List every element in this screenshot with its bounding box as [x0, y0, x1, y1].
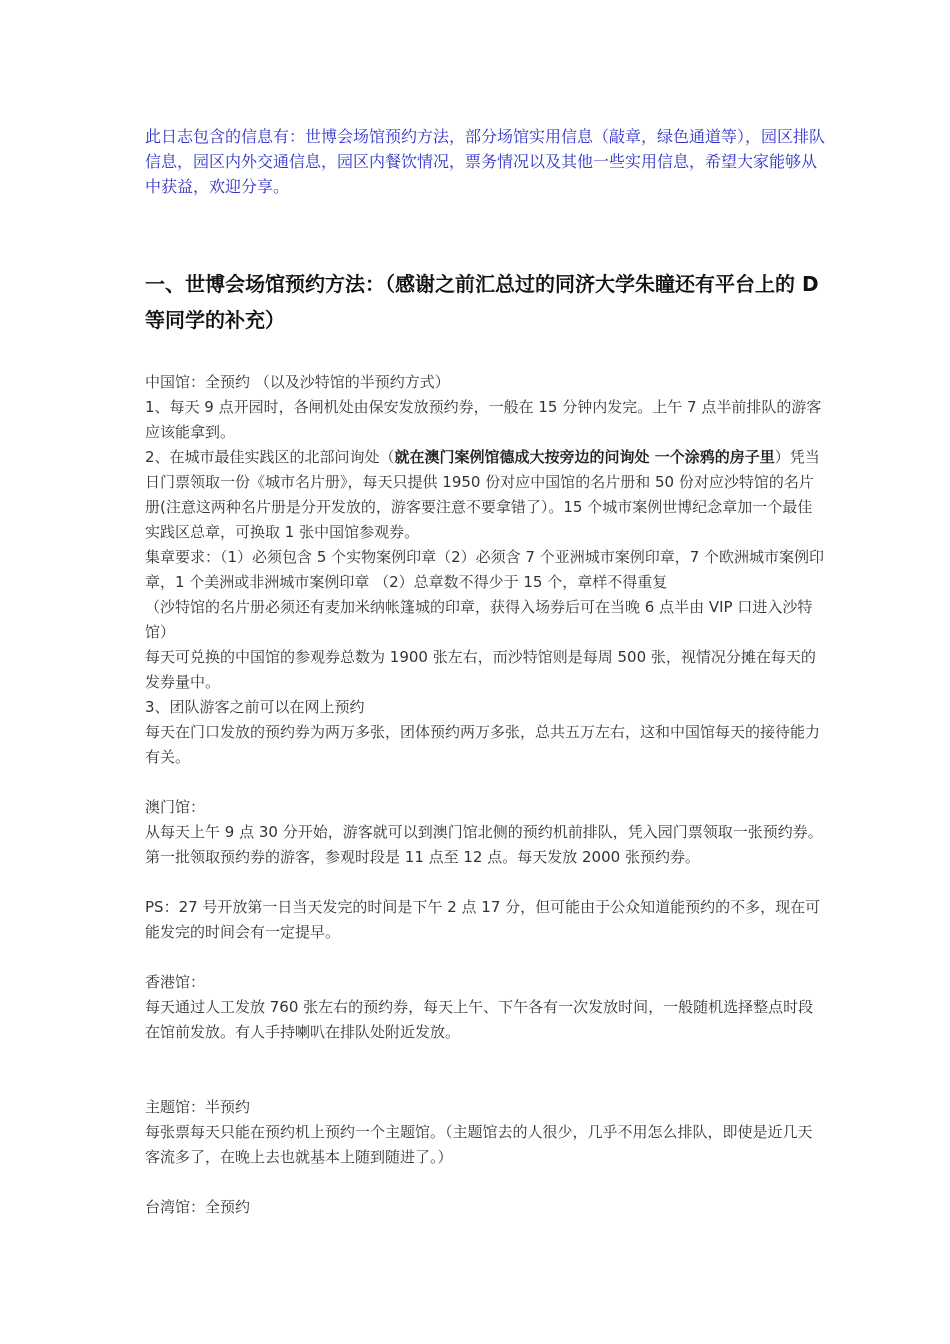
- section-heading: 一、世博会场馆预约方法：（感谢之前汇总过的同济大学朱瞳还有平台上的 D 等同学的补充）: [145, 272, 819, 332]
- spacer: [145, 1045, 825, 1070]
- saudi-note: （沙特馆的名片册必须还有麦加米纳帐篷城的印章，获得入场券后可在当晚 6 点半由 VIP 口进入沙特馆）: [145, 598, 813, 641]
- china-paragraph-6: 3、团队游客之前可以在网上预约: [145, 698, 365, 716]
- china-paragraph-5: 每天可兑换的中国馆的参观券总数为 1900 张左右，而沙特馆则是每周 500 张，视情况分摊在每天的发券量中。: [145, 648, 816, 691]
- taiwan-pavilion-title: 台湾馆：全预约: [145, 1198, 251, 1216]
- spacer: [145, 1070, 825, 1095]
- theme-paragraph: 每张票每天只能在预约机上预约一个主题馆。（主题馆去的人很少，几乎不用怎么排队，即使是近几天客流多了，在晚上去也就基本上随到随进了。）: [145, 1123, 813, 1166]
- china-paragraph-2: [145, 445, 825, 545]
- macau-paragraph: 从每天上午 9 点 30 分开始，游客就可以到澳门馆北侧的预约机前排队，凭入园门票领取一张预约券。第一批领取预约券的游客，参观时段是 11 点至 12 点。每天发放 2000 张预约券。: [145, 823, 823, 866]
- spacer: [145, 1170, 825, 1195]
- theme-pavilion-title: 主题馆：半预约: [145, 1098, 251, 1116]
- china-p2-end: ）凭当日门票领取一份《城市名片册》，每天只提供 1950 份对应中国馆的名片册和 50 份对应沙特馆的名片册(注意这两种名片册是分开发放的，游客要注意不要拿错了）。15 个城市案例世博纪念章加一个最佳实践区总章，可换取 1 张中国馆参观券。: [145, 448, 820, 541]
- hongkong-pavilion-title: 香港馆：: [145, 973, 206, 991]
- spacer: [145, 770, 825, 795]
- intro-paragraph: 此日志包含的信息有：世博会场馆预约方法，部分场馆实用信息（敲章，绿色通道等），园区排队信息，园区内外交通信息，园区内餐饮情况，票务情况以及其他一些实用信息，希望大家能够从中获益，欢迎分享。: [145, 127, 826, 196]
- spacer: [145, 870, 825, 895]
- china-paragraph-7: 每天在门口发放的预约券为两万多张，团体预约两万多张，总共五万左右，这和中国馆每天的接待能力有关。: [145, 723, 821, 766]
- macau-ps: PS：27 号开放第一日当天发完的时间是下午 2 点 17 分，但可能由于公众知道能预约的不多，现在可能发完的时间会有一定提早。: [145, 898, 821, 941]
- hongkong-paragraph: 每天通过人工发放 760 张左右的预约券，每天上午、下午各有一次发放时间，一般随机选择整点时段在馆前发放。有人手持喇叭在排队处附近发放。: [145, 998, 814, 1041]
- china-stamp-requirements: 集章要求：（1）必须包含 5 个实物案例印章（2）必须含 7 个亚洲城市案例印章，7 个欧洲城市案例印章，1 个美洲或非洲城市案例印章 （2）总章数不得少于 15 个，章样不得重复: [145, 548, 825, 591]
- china-p2-start: 2、在城市最佳实践区的北部问询处（: [145, 448, 395, 466]
- china-paragraph-1: 1、每天 9 点开园时，各闸机处由保安发放预约券，一般在 15 分钟内发完。上午 7 点半前排队的游客应该能拿到。: [145, 398, 822, 441]
- section-body: [145, 370, 825, 1220]
- china-pavilion-title: 中国馆：全预约 （以及沙特馆的半预约方式）: [145, 373, 450, 391]
- china-p2-emphasis: 就在澳门案例馆德成大按旁边的问询处 一个涂鸦的房子里: [394, 448, 775, 466]
- document-content: [145, 124, 826, 1216]
- macau-pavilion-title: 澳门馆：: [145, 798, 206, 816]
- spacer: [145, 945, 825, 970]
